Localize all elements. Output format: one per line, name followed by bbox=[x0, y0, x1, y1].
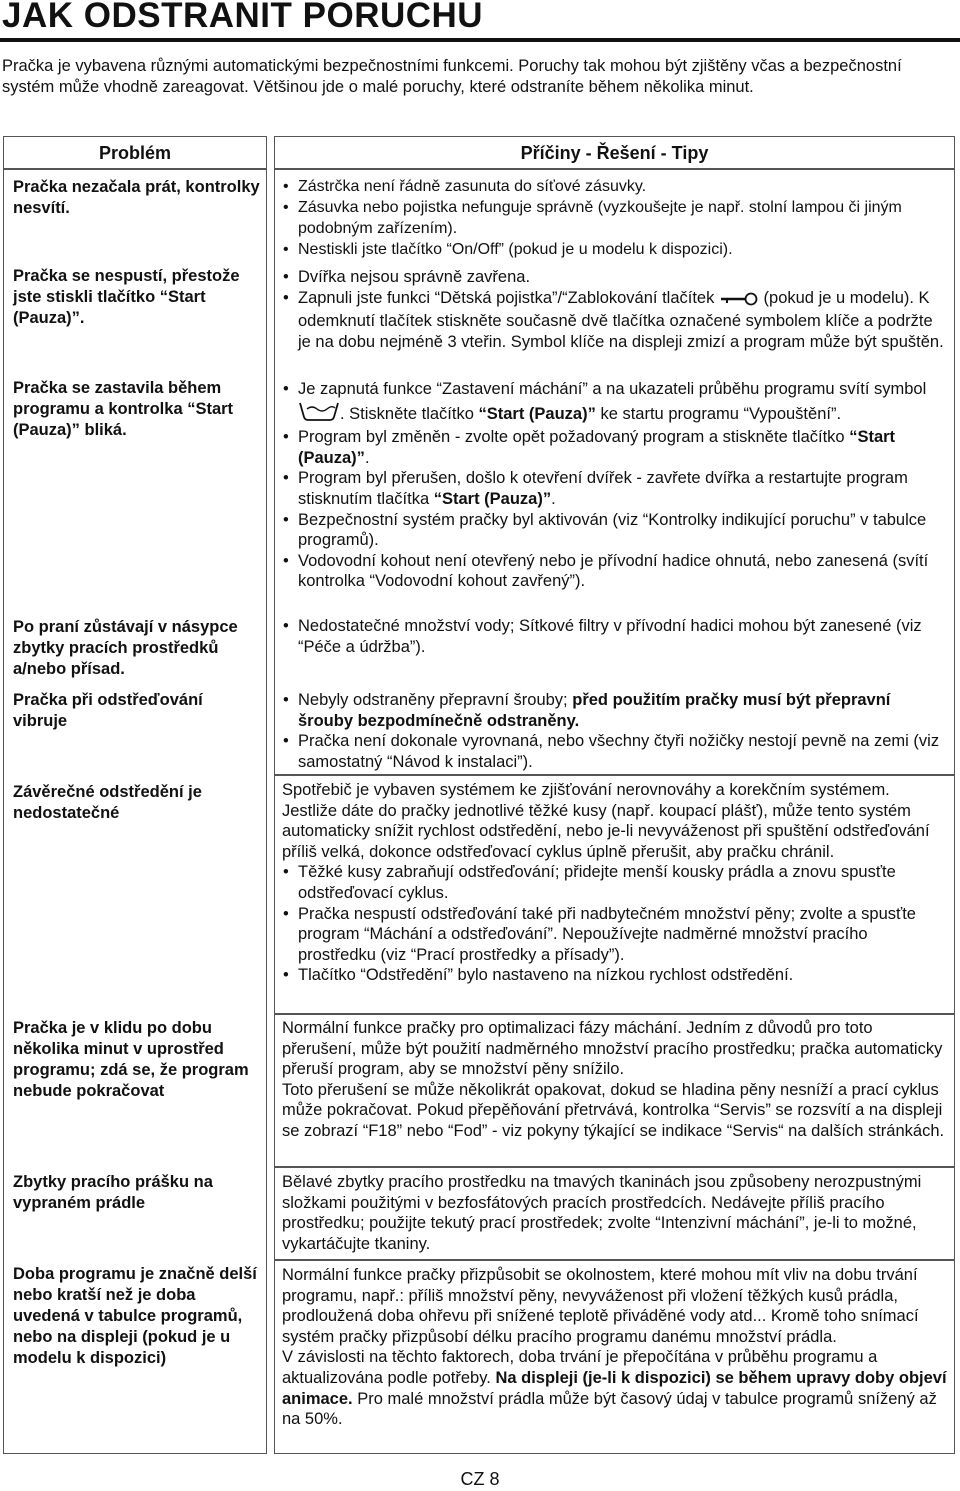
solution-text: Normální funkce pračky přizpůsobit se okolnostem, které mohou mít vliv na dobu trvání programu, např.: příliš množství pěny, nevyváženost při vložení těžkých kusů prádla, prodloužená doba ohřevu při snížené teplotě přiváděné vody atd... Kromě toho snímací systém pračky přizpůsobí délku pracího programu danému množství prádla. bbox=[282, 1266, 919, 1346]
intro-paragraph: Pračka je vybavena různými automatickými bezpečnostními funkcemi. Poruchy tak mohou být zjištěny včas a bezpečnostní systém může vhodně zareagovat. Většinou jde o malé poruchy, které odstraníte během několika minut. bbox=[2, 57, 902, 96]
solution-row-8 bbox=[282, 1172, 948, 1254]
list-item: • Bezpečnostní systém pračky byl aktivován (viz “Kontrolky indikující poruchu” v tabulce programů). bbox=[282, 510, 948, 551]
key-icon bbox=[719, 291, 759, 312]
list-item: • Program byl přerušen, došlo k otevření dvířek - zavřete dvířka a restartujte program stisknutím tlačítka “Start (Pauza)”. bbox=[282, 468, 948, 509]
row-divider bbox=[274, 1166, 955, 1168]
solution-row-1 bbox=[282, 176, 948, 260]
solution-row-6 bbox=[282, 780, 948, 986]
problem-row-4: Po praní zůstávají v násypce zbytky pracích prostředků a/nebo přísad. bbox=[13, 618, 238, 678]
list-item: • Tlačítko “Odstředění” bylo nastaveno na nízkou rychlost odstředění. bbox=[282, 965, 948, 986]
solution-row-3 bbox=[282, 379, 948, 592]
list-item: • Těžké kusy zabraňují odstřeďování; přidejte menší kousky prádla a znovu spusťte odstřeďovací cyklus. bbox=[282, 862, 948, 903]
list-item: • Zapnuli jste funkci “Dětská pojistka”/“Zablokování tlačítek (pokud je u modelu). K odemknutí tlačítek stiskněte současně dvě tlačítka označené symbolem klíče a podržte je na dobu nejméně 3 vteřin. Symbol klíče na displeji zmizí a program může být spuštěn. bbox=[282, 288, 948, 353]
list-item: • Zásuvka nebo pojistka nefunguje správně (vyzkoušejte je např. stolní lampou či jiným podobným zařízením). bbox=[282, 197, 948, 239]
row-divider bbox=[274, 1259, 955, 1261]
list-item: • Dvířka nejsou správně zavřena. bbox=[282, 267, 948, 288]
problem-row-6: Závěrečné odstředění je nedostatečné bbox=[13, 783, 202, 822]
solution-text: V závislosti na těchto faktorech, doba trvání je přepočítána v průběhu programu a aktualizována podle potřeby. Na displeji (je-li k dispozici) se během upravy doby objeví animace. Pro malé množství prádla může být časový údaj v tabulce programů snížený až na 50%. bbox=[282, 1348, 947, 1429]
problem-row-3: Pračka se zastavila během programu a kontrolka “Start (Pauza)” bliká. bbox=[13, 379, 234, 439]
solution-row-5 bbox=[282, 690, 948, 772]
list-item: • Program byl změněn - zvolte opět požadovaný program a stiskněte tlačítko “Start (Pauza)”. bbox=[282, 427, 948, 468]
list-item: • Je zapnutá funkce “Zastavení máchání” a na ukazateli průběhu programu svítí symbol . Stiskněte tlačítko “Start (Pauza)” ke startu programu “Vypouštění”. bbox=[282, 379, 948, 427]
solution-text: Spotřebič je vybaven systémem ke zjišťování nerovnováhy a korekčním systémem. Jestliže dáte do pračky jednotlivé těžké kusy (např. koupací plášť), může tento systém automaticky snížit rychlost odstředění, nebo je-li nevyváženost při spuštění odstřeďování příliš velká, dokonce odstřeďovací cyklus úplně přerušit, aby pračku chránil. bbox=[282, 781, 930, 861]
solution-row-2 bbox=[282, 267, 948, 352]
problem-row-1: Pračka nezačala prát, kontrolky nesvítí. bbox=[13, 178, 260, 217]
list-item: • Nedostatečné množství vody; Sítkové filtry v přívodní hadici mohou být zanesené (viz “Péče a údržba”). bbox=[282, 616, 948, 657]
solution-text: Bělavé zbytky pracího prostředku na tmavých tkaninách jsou způsobeny nerozpustnými složkami použitými v bezfosfátových pracích prostředcích. Nedávejte příliš pracího prostředku; použijte tekutý prací prostředek; zvolte “Intenzivní máchání”, je-li to možné, vykartáčujte tkaniny. bbox=[282, 1173, 922, 1253]
list-item: • Pračka nespustí odstřeďování také při nadbytečném množství pěny; zvolte a spusťte program “Máchání a odstřeďování”. Nepoužívejte nadměrné množství pracího prostředku (viz “Prací prostředky a přísady”). bbox=[282, 904, 948, 966]
solution-header: Příčiny - Řešení - Tipy bbox=[520, 143, 709, 163]
solution-text: Toto přerušení se může několikrát opakovat, dokud se hladina pěny nesníží a prací cyklus může pokračovat. Pokud přepěňování přetrvává, kontrolka “Servis” se rozsvítí a na displeji se zobrazí “F18” nebo “Fod” - viz pokyny týkající se indikace “Servis“ na dalších stránkách. bbox=[282, 1080, 945, 1140]
rinse-hold-icon bbox=[298, 400, 340, 428]
title-rule bbox=[0, 38, 960, 42]
row-divider bbox=[274, 774, 955, 776]
list-item: • Vodovodní kohout není otevřený nebo je přívodní hadice ohnutá, nebo zanesená (svítí kontrolka “Vodovodní kohout zavřený”). bbox=[282, 551, 948, 592]
list-item: • Zástrčka není řádně zasunuta do síťové zásuvky. bbox=[282, 176, 948, 197]
header-divider bbox=[274, 168, 955, 170]
list-item: • Nebyly odstraněny přepravní šrouby; před použitím pračky musí být přepravní šrouby bezpodmínečně odstraněny. bbox=[282, 690, 948, 731]
row-divider bbox=[274, 1013, 955, 1015]
page-title: JAK ODSTRANIT PORUCHU bbox=[2, 0, 484, 35]
solution-text: Normální funkce pračky pro optimalizaci fázy máchání. Jedním z důvodů pro toto přerušení, může být použití nadměrného množství pracího prostředku; pračka automaticky přeruší program, aby se množství pěny snížilo. bbox=[282, 1019, 943, 1079]
solution-row-4 bbox=[282, 616, 948, 657]
solution-row-7 bbox=[282, 1018, 948, 1142]
header-divider bbox=[3, 168, 267, 170]
list-item: • Nestiskli jste tlačítko “On/Off” (pokud je u modelu k dispozici). bbox=[282, 239, 948, 260]
problem-row-8: Zbytky pracího prášku na vypraném prádle bbox=[13, 1173, 213, 1212]
page-number: CZ 8 bbox=[460, 1469, 500, 1489]
list-item: • Pračka není dokonale vyrovnaná, nebo všechny čtyři nožičky nestojí pevně na zemi (viz samostatný “Návod k instalaci”). bbox=[282, 731, 948, 772]
problem-row-2: Pračka se nespustí, přestože jste stiskli tlačítko “Start (Pauza)”. bbox=[13, 267, 240, 327]
problem-row-9: Doba programu je značně delší nebo kratší než je doba uvedená v tabulce programů, nebo na displeji (pokud je u modelu k dispozici) bbox=[13, 1265, 257, 1367]
solution-row-9 bbox=[282, 1265, 948, 1430]
problem-row-5: Pračka při odstřeďování vibruje bbox=[13, 691, 203, 730]
problem-header: Problém bbox=[98, 143, 172, 163]
problem-row-7: Pračka je v klidu po dobu několika minut v uprostřed programu; zdá se, že program nebude pokračovat bbox=[13, 1019, 249, 1100]
